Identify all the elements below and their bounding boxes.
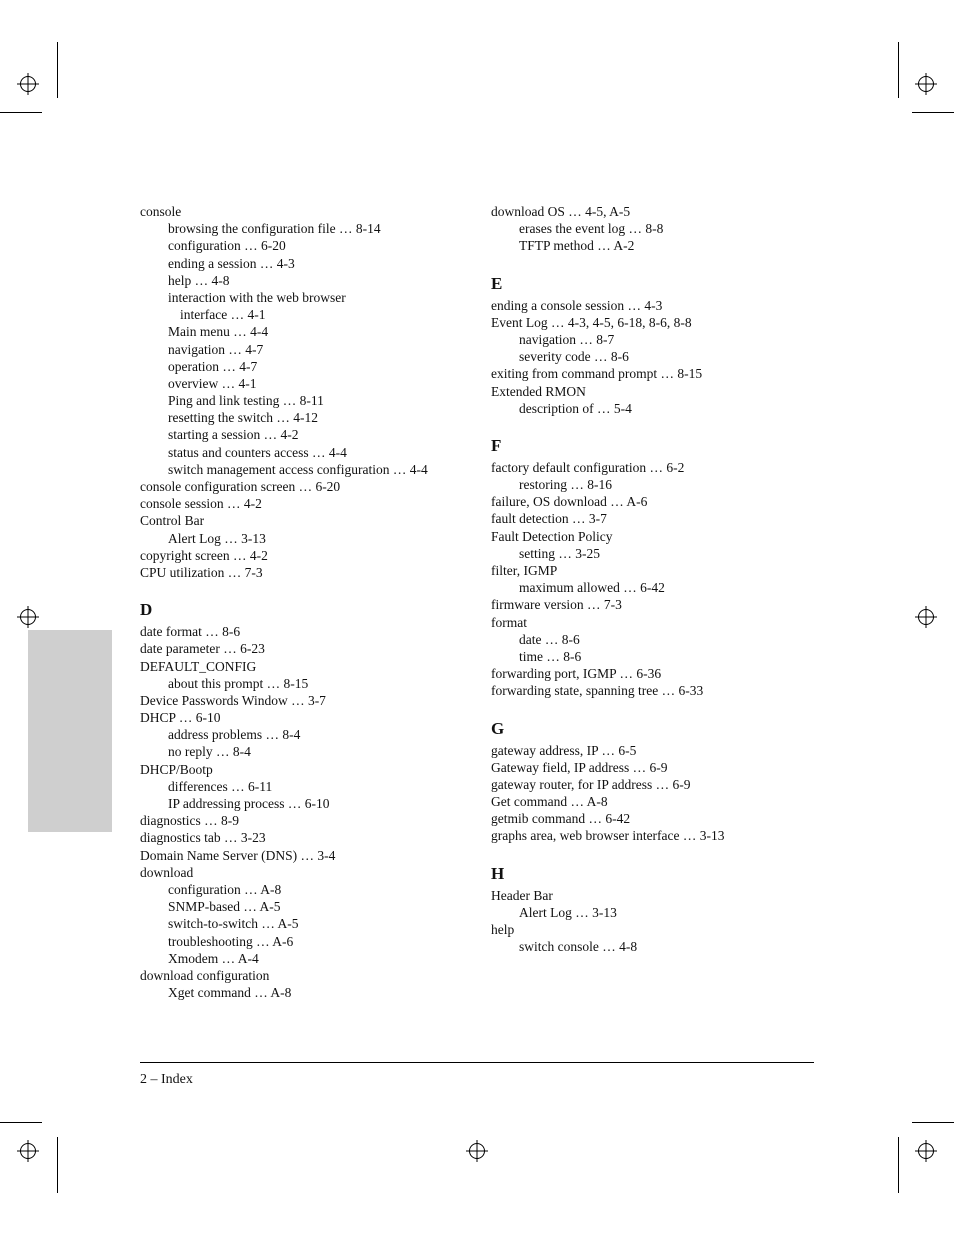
index-entry: Extended RMON — [491, 383, 586, 399]
index-entry: Event Log … 4-3, 4-5, 6-18, 8-6, 8-8 — [491, 314, 692, 330]
index-entry: gateway address, IP … 6-5 — [491, 742, 637, 758]
registration-mark-icon — [17, 73, 39, 95]
crop-mark — [0, 112, 42, 113]
registration-mark-icon — [915, 606, 937, 628]
index-entry: ending a console session … 4-3 — [491, 297, 663, 313]
index-entry: console configuration screen … 6-20 — [140, 479, 341, 494]
page-footer-label: 2 – Index — [140, 1072, 193, 1087]
index-subentry: operation … 4-7 — [168, 358, 258, 374]
index-subentry: date … 8-6 — [519, 631, 580, 647]
index-entry: diagnostics tab … 3-23 — [140, 830, 266, 846]
index-subentry: Alert Log … 3-13 — [168, 530, 266, 546]
index-entry: filter, IGMP — [491, 563, 558, 578]
index-subentry: navigation … 4-7 — [168, 341, 264, 357]
index-section-letter: G — [491, 718, 505, 738]
index-subentry: help … 4-8 — [168, 272, 230, 288]
index-subentry: erases the event log … 8-8 — [519, 221, 664, 237]
index-section-letter: F — [491, 435, 502, 455]
crop-mark — [0, 1122, 42, 1123]
crop-mark — [898, 42, 899, 98]
index-entry: CPU utilization … 7-3 — [140, 564, 263, 580]
index-subentry: Xmodem … A-4 — [168, 950, 259, 966]
crop-mark — [912, 112, 954, 113]
index-section-letter: D — [140, 600, 153, 620]
index-entry: help — [491, 922, 515, 937]
index-entry: date parameter … 6-23 — [140, 641, 265, 657]
index-section-letter: E — [491, 273, 503, 293]
index-subentry: overview … 4-1 — [168, 375, 257, 391]
index-entry: download OS … 4-5, A-5 — [491, 204, 631, 219]
index-subentry: IP addressing process … 6-10 — [168, 796, 330, 811]
index-subentry: switch console … 4-8 — [519, 939, 638, 955]
index-entry: Get command … A-8 — [491, 794, 608, 810]
crop-mark — [57, 1137, 58, 1193]
index-entry: Header Bar — [491, 887, 553, 903]
index-entry: date format … 8-6 — [140, 624, 241, 640]
registration-mark-icon — [17, 606, 39, 628]
index-entry: Control Bar — [140, 513, 205, 529]
index-subentry: setting … 3-25 — [519, 545, 600, 561]
index-subentry: differences … 6-11 — [168, 778, 273, 794]
footer-rule — [140, 1062, 814, 1063]
index-subentry: switch-to-switch … A-5 — [168, 916, 299, 932]
index-subentry: severity code … 8-6 — [519, 349, 629, 365]
index-entry: gateway router, for IP address … 6-9 — [491, 776, 691, 792]
index-entry: forwarding port, IGMP … 6-36 — [491, 666, 662, 682]
index-subentry: switch management access configuration … 4-4 — [168, 461, 428, 477]
index-entry: download — [140, 864, 194, 880]
index-entry: factory default configuration … 6-2 — [491, 459, 685, 475]
index-subentry: browsing the configuration file … 8-14 — [168, 221, 381, 237]
index-entry: diagnostics … 8-9 — [140, 813, 239, 829]
index-entry: console — [140, 204, 182, 219]
index-subentry: navigation … 8-7 — [519, 331, 615, 347]
index-entry: DEFAULT_CONFIG — [140, 658, 257, 674]
index-entry: copyright screen … 4-2 — [140, 547, 268, 563]
index-subentry: time … 8-6 — [519, 648, 582, 664]
index-subentry: maximum allowed … 6-42 — [519, 580, 665, 596]
index-entry: Gateway field, IP address … 6-9 — [491, 759, 668, 775]
index-subentry: configuration … A-8 — [168, 881, 282, 897]
index-entry: download configuration — [140, 967, 270, 983]
index-subentry: status and counters access … 4-4 — [168, 444, 347, 460]
index-entry: Domain Name Server (DNS) … 3-4 — [140, 847, 336, 863]
index-subentry: resetting the switch … 4-12 — [168, 410, 318, 426]
index-entry: getmib command … 6-42 — [491, 811, 631, 827]
index-entry: DHCP … 6-10 — [140, 710, 221, 726]
crop-mark — [898, 1137, 899, 1193]
index-entry: console session … 4-2 — [140, 496, 262, 512]
index-subentry: no reply … 8-4 — [168, 744, 251, 760]
index-subentry: troubleshooting … A-6 — [168, 933, 294, 949]
registration-mark-icon — [915, 1140, 937, 1162]
index-entry: failure, OS download … A-6 — [491, 494, 648, 510]
index-subentry: Alert Log … 3-13 — [519, 904, 617, 920]
index-entry: graphs area, web browser interface … 3-13 — [491, 828, 725, 844]
index-subentry: starting a session … 4-2 — [168, 427, 299, 443]
index-subentry: Xget command … A-8 — [168, 985, 292, 1001]
crop-mark — [57, 42, 58, 98]
index-subentry: restoring … 8-16 — [519, 477, 612, 493]
index-subentry: Ping and link testing … 8-11 — [168, 393, 324, 409]
index-entry: forwarding state, spanning tree … 6-33 — [491, 683, 704, 699]
index-subentry: address problems … 8-4 — [168, 727, 301, 743]
index-subentry: interaction with the web browser — [168, 289, 346, 305]
index-entry: Fault Detection Policy — [491, 528, 613, 544]
index-entry: DHCP/Bootp — [140, 761, 213, 777]
index-column-left — [140, 203, 480, 1001]
index-entry: firmware version … 7-3 — [491, 597, 622, 613]
index-subentry: SNMP-based … A-5 — [168, 899, 281, 915]
crop-mark — [912, 1122, 954, 1123]
index-entry: exiting from command prompt … 8-15 — [491, 366, 703, 382]
registration-mark-icon — [466, 1140, 488, 1162]
index-subentry: configuration … 6-20 — [168, 238, 286, 254]
index-column-right — [491, 203, 821, 955]
index-thumb-tab — [28, 630, 112, 832]
index-section-letter: H — [491, 863, 505, 883]
index-entry: format — [491, 614, 527, 630]
index-subentry: ending a session … 4-3 — [168, 255, 295, 271]
registration-mark-icon — [915, 73, 937, 95]
registration-mark-icon — [17, 1140, 39, 1162]
index-subentry: TFTP method … A-2 — [519, 238, 635, 254]
index-entry: Device Passwords Window … 3-7 — [140, 692, 326, 708]
index-subentry: about this prompt … 8-15 — [168, 675, 309, 691]
index-entry: fault detection … 3-7 — [491, 511, 607, 527]
index-subentry: interface … 4-1 — [180, 307, 266, 323]
index-subentry: Main menu … 4-4 — [168, 324, 269, 340]
index-subentry: description of … 5-4 — [519, 400, 632, 416]
